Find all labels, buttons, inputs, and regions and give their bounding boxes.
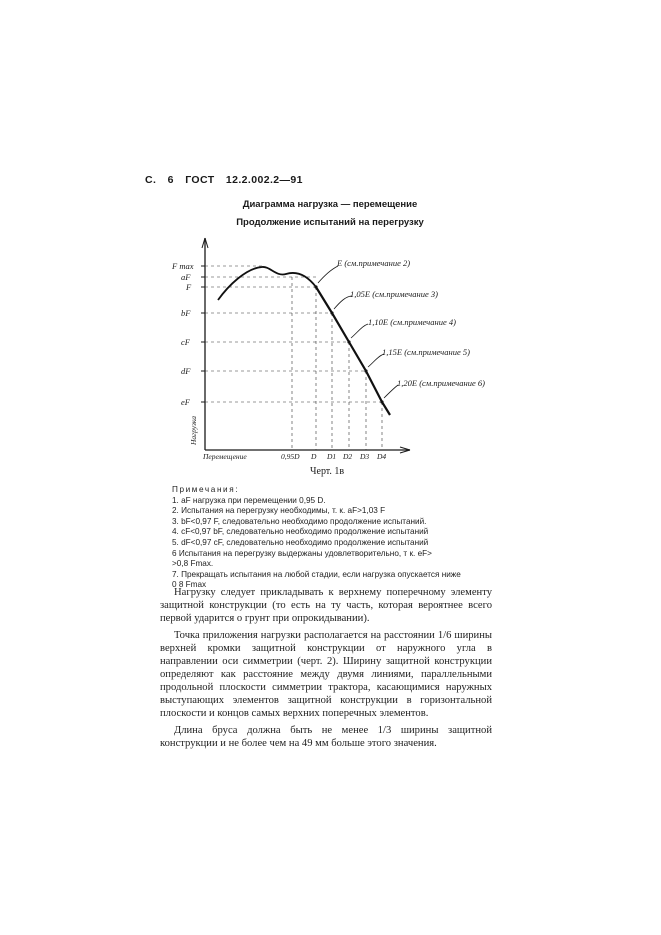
load-curve	[218, 267, 316, 300]
paragraph: Нагрузку следует прикладывать к верхнему поперечному элементу защитной конструкции (то есть на ту часть, которая вероятнее всего первой ударится о грунт при опрокидывании).	[160, 587, 492, 624]
note-line: 4. cF<0,97 bF, следовательно необходимо продолжение испытаний	[172, 527, 429, 537]
x-tick-label-d: D	[311, 452, 317, 461]
y-tick-label-ef: eF	[181, 397, 190, 407]
standard-label: ГОСТ	[185, 174, 215, 186]
note-line: 7. Прекращать испытания на любой стадии, если нагрузка опускается ниже	[172, 569, 461, 579]
annotation-115e: 1,15E (см.примечание 5)	[382, 347, 470, 357]
x-tick-label-d3: D3	[360, 452, 370, 461]
standard-code: 12.2.002.2—91	[225, 174, 303, 186]
notes-heading: Примечания:	[172, 485, 240, 494]
page-letter: С.	[145, 174, 157, 186]
point-115e	[364, 369, 367, 372]
page-number: 6	[167, 174, 174, 186]
point-120e	[380, 400, 383, 403]
point-110e	[347, 340, 350, 343]
y-axis-label: Нагрузка	[189, 416, 198, 445]
annotation-105e: 1,05E (см.примечание 3)	[350, 289, 438, 299]
y-tick-label-fmax: F max	[172, 261, 194, 271]
load-curve-descent	[316, 287, 390, 415]
chart-axes	[202, 238, 410, 453]
y-tick-label-bf: bF	[181, 308, 191, 318]
annotation-e: E (см.примечание 2)	[337, 258, 411, 268]
note-line: 3. bF<0,97 F, следовательно необходимо продолжение испытаний.	[172, 516, 427, 526]
annotation-120e: 1,20E (см.примечание 6)	[397, 378, 485, 388]
body-text	[160, 586, 492, 754]
x-axis-label: Перемещение	[203, 452, 247, 461]
annotation-110e: 1,10E (см.примечание 4)	[368, 317, 456, 327]
diagram-title: Диаграмма нагрузка — перемещение	[242, 199, 418, 210]
y-tick-label-df: dF	[181, 366, 191, 376]
y-tick-label-af: aF	[181, 272, 191, 282]
diagram-subtitle: Продолжение испытаний на перегрузку	[236, 217, 424, 228]
paragraph: Точка приложения нагрузки располагается на расстоянии 1/6 ширины верхней кромки защитной конструкции от наружного угла в направлении оси симметрии (черт. 2). Ширину защитной конструкции определяют как расстояние между двумя линиями, параллельными продольной плоскости симметрии трактора, касающимися наружных выступающих элементов защитной конструкции в горизонтальной плоскости и концов самых верхних поперечных элементов.	[160, 630, 492, 719]
paragraph: Длина бруса должна быть не менее 1/3 ширины защитной конструкции и не более чем на 49 мм больше этого значения.	[160, 725, 492, 749]
x-tick-label-d4: D4	[377, 452, 387, 461]
y-tick-label-f: F	[186, 282, 192, 292]
note-line: 1. aF нагрузка при перемещении 0,95 D.	[172, 495, 326, 505]
point-e	[314, 285, 317, 288]
note-line: 0 8 Fmax	[172, 580, 207, 590]
x-tick-label-095d: 0,95D	[281, 452, 300, 461]
x-tick-label-d2: D2	[343, 452, 353, 461]
note-line: 5. dF<0,97 cF, следовательно необходимо продолжение испытаний	[172, 537, 429, 547]
y-tick-label-cf: cF	[181, 337, 190, 347]
figure-caption: Черт. 1в	[310, 466, 345, 477]
note-line: 6 Испытания на перегрузку выдержаны удовлетворительно, т к. eF>	[172, 548, 432, 558]
point-105e	[330, 311, 333, 314]
note-line: 2. Испытания на перегрузку необходимы, т. к. aF>1,03 F	[172, 506, 386, 516]
note-line: >0,8 Fmax.	[172, 559, 214, 569]
x-tick-label-d1: D1	[327, 452, 337, 461]
notes-block	[172, 485, 490, 591]
